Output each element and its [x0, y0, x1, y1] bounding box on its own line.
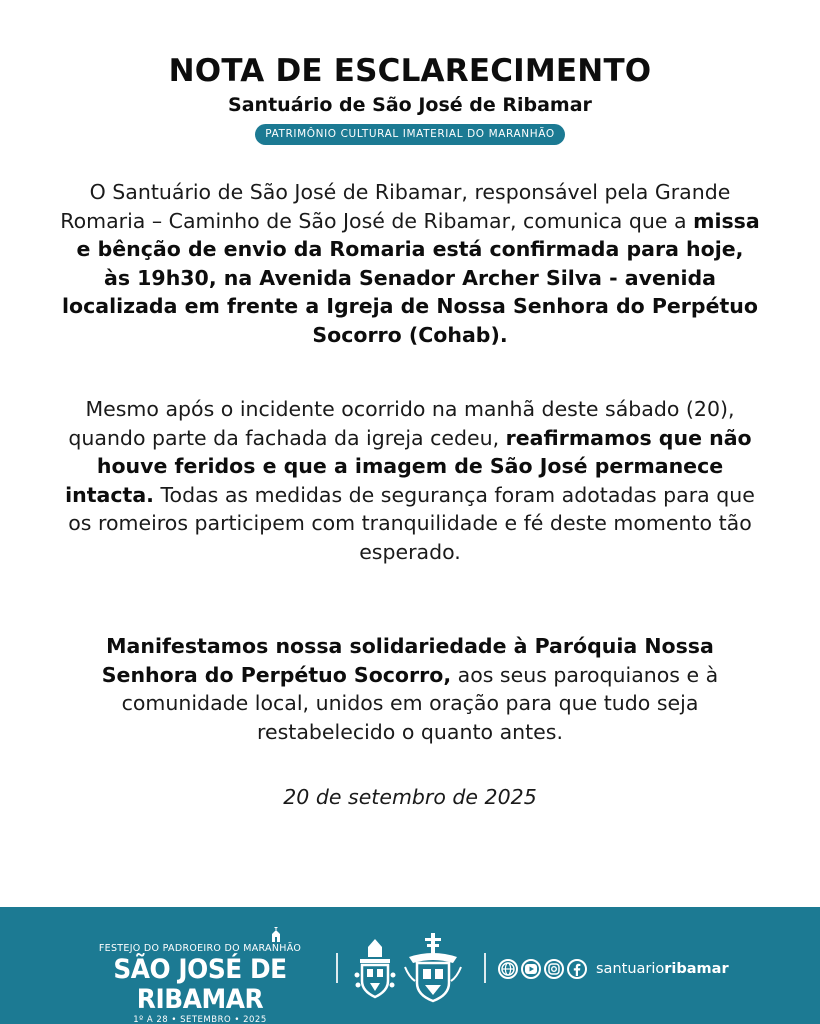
paragraph-announcement [60, 178, 760, 350]
paragraph-solidarity-bold: Manifestamos nossa solidariedade à Paróquia Nossa Senhora do Perpétuo Socorro, [101, 634, 714, 687]
social-handle-bold: ribamar [664, 961, 729, 977]
event-logo [78, 929, 322, 1024]
youtube-icon-graphic [525, 964, 537, 974]
archdiocese-crest-icon [403, 933, 463, 1003]
event-name: SÃO JOSÉ DE RIBAMAR [113, 954, 287, 1015]
bishop-crest-icon [352, 937, 398, 1001]
paragraph-incident-bold: reafirmamos que não houve feridos e que a imagem de São José permanece intacta. [65, 425, 752, 507]
social-links [498, 959, 729, 979]
church-icon [268, 927, 284, 943]
footer-divider [336, 953, 338, 983]
globe-icon[interactable] [498, 959, 518, 979]
instagram-icon-graphic [548, 963, 560, 975]
page-subtitle: Santuário de São José de Ribamar [228, 94, 592, 116]
social-handle-prefix: santuario [596, 961, 665, 977]
paragraph-incident-intro: Mesmo após o incidente ocorrido na manhã deste sábado (20), quando parte da fachada da igreja cedeu, [68, 397, 735, 450]
facebook-icon-graphic [572, 963, 582, 976]
instagram-icon[interactable] [544, 959, 564, 979]
paragraph-announcement-bold: missa e bênção de envio da Romaria está confirmada para hoje, às 19h30, na Avenida Senador Archer Silva - avenida localizada em frente a Igreja de Nossa Senhora do Perpétuo Socorro (Cohab). [62, 208, 760, 347]
paragraph-solidarity-outro: aos seus paroquianos e à comunidade local, unidos em oração para que tudo seja restabelecido o quanto antes. [121, 662, 719, 744]
footer-divider [484, 953, 486, 983]
event-dates: 1º A 28 • SETEMBRO • 2025 [133, 1015, 267, 1024]
footer-banner [0, 907, 820, 1024]
globe-icon-graphic [501, 962, 515, 976]
youtube-icon[interactable] [521, 959, 541, 979]
event-tagline: FESTEJO DO PADROEIRO DO MARANHÃO [98, 943, 302, 954]
note-date: 20 de setembro de 2025 [283, 785, 537, 809]
page-title: NOTA DE ESCLARECIMENTO [168, 53, 652, 89]
header [0, 52, 820, 145]
social-handle[interactable] [596, 961, 729, 977]
paragraph-incident-outro: Todas as medidas de segurança foram adotadas para que os romeiros participem com tranquilidade e fé deste momento tão esperado. [68, 482, 755, 564]
paragraph-solidarity [60, 632, 760, 746]
paragraph-incident [60, 395, 760, 567]
heritage-badge: PATRIMÔNIO CULTURAL IMATERIAL DO MARANHÃO [255, 124, 564, 145]
facebook-icon[interactable] [567, 959, 587, 979]
paragraph-announcement-intro: O Santuário de São José de Ribamar, responsável pela Grande Romaria – Caminho de São José de Ribamar, comunica que a [60, 180, 731, 233]
